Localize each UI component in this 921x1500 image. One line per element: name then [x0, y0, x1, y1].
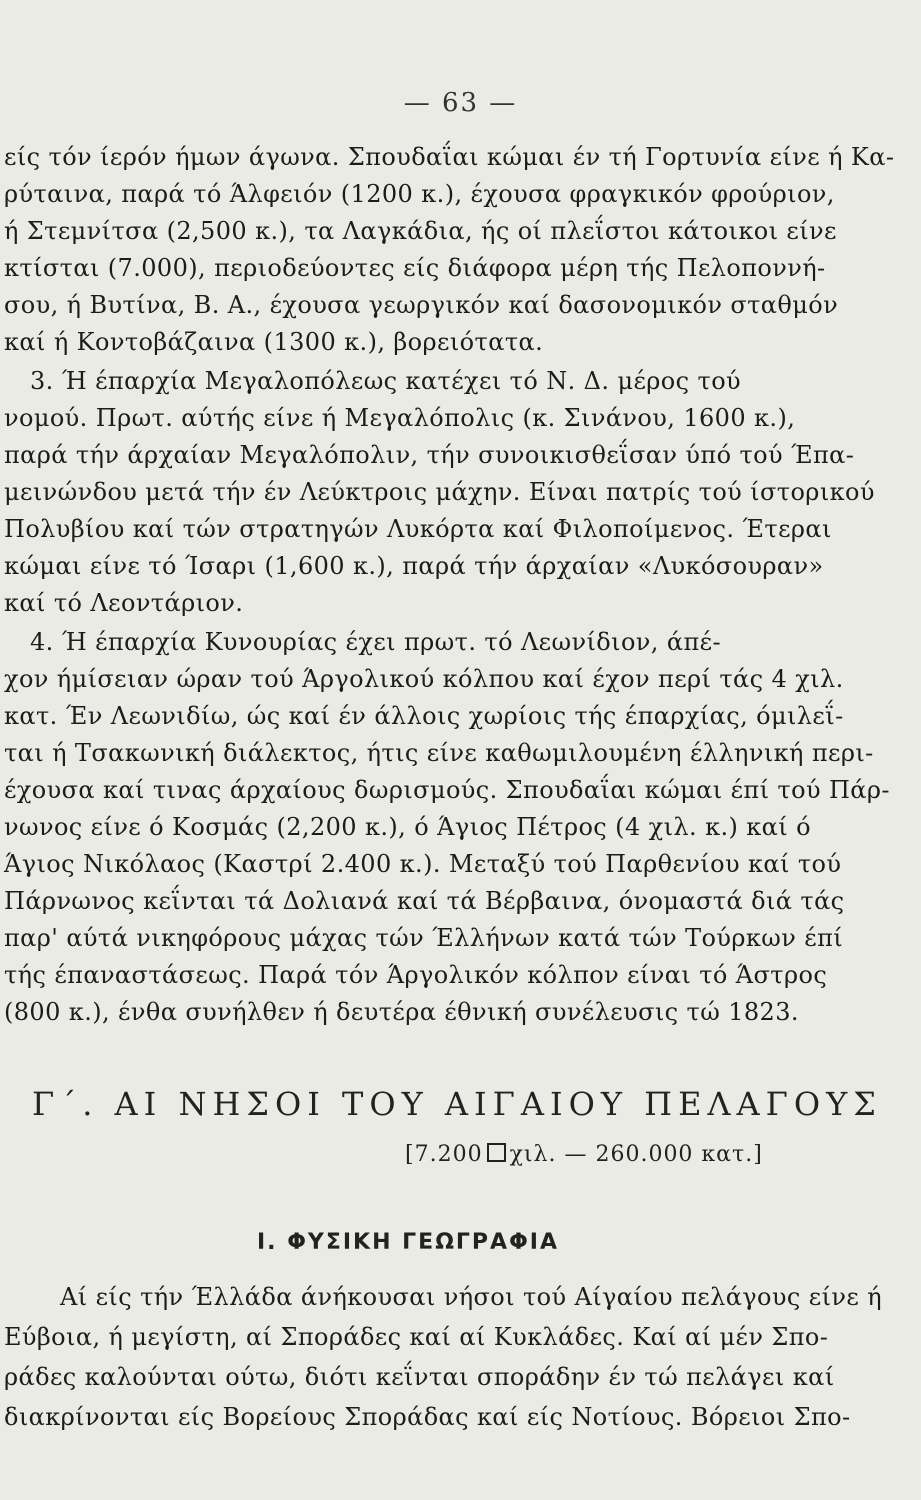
- text-line: Άγιος Νικόλαος (Καστρί 2.400 κ.). Μεταξύ τού Παρθενίου καί τού: [4, 850, 842, 878]
- subheading-population: χιλ. — 260.000 κατ.]: [509, 1142, 763, 1167]
- text-line: ράδες καλούνται ούτω, διότι κεΐνται σποράδην έν τώ πελάγει καί: [4, 1363, 835, 1391]
- section-title: Ι. ΦΥΣΙΚΗ ΓΕΩΓΡΑΦΙΑ: [257, 1230, 559, 1255]
- text-line: νομού. Πρωτ. αύτής είνε ή Μεγαλόπολις (κ. Σινάνου, 1600 κ.),: [4, 404, 796, 432]
- square-symbol-icon: [487, 1143, 506, 1162]
- text-line: είς τόν ίερόν ήμων άγωνα. Σπουδαΐαι κώμαι έν τή Γορτυνία είνε ή Κα-: [4, 143, 895, 171]
- text-line: Πάρνωνος κεΐνται τά Δολιανά καί τά Βέρβαινα, όνομαστά διά τάς: [4, 887, 845, 915]
- text-line: Αί είς τήν Έλλάδα άνήκουσαι νήσοι τού Αίγαίου πελάγους είνε ή: [60, 1283, 883, 1311]
- text-line: καί ή Κοντοβάζαινα (1300 κ.), βορειότατα.: [4, 328, 544, 356]
- text-line: ται ή Τσακωνική διάλεκτος, ήτις είνε καθωμιλουμένη έλληνική περι-: [4, 739, 874, 767]
- text-line: Εύβοια, ή μεγίστη, αί Σποράδες καί αί Κυκλάδες. Καί αί μέν Σπο-: [4, 1323, 829, 1351]
- text-line: καί τό Λεοντάριον.: [4, 589, 244, 617]
- text-line: μεινώνδου μετά τήν έν Λεύκτροις μάχην. Είναι πατρίς τού ίστορικού: [4, 478, 875, 506]
- page-number: — 63 —: [403, 88, 518, 118]
- text-line: (800 κ.), ένθα συνήλθεν ή δευτέρα έθνική συνέλευσις τώ 1823.: [4, 998, 799, 1026]
- text-line: ή Στεμνίτσα (2,500 κ.), τα Λαγκάδια, ής οί πλεΐστοι κάτοικοι είνε: [4, 217, 837, 245]
- text-line: κώμαι είνε τό Ίσαρι (1,600 κ.), παρά τήν άρχαίαν «Λυκόσουραν»: [4, 552, 824, 580]
- text-line: ρύταινα, παρά τό Άλφειόν (1200 κ.), έχουσα φραγκικόν φρούριον,: [4, 180, 835, 208]
- text-line: νωνος είνε ό Κοσμάς (2,200 κ.), ό Άγιος Πέτρος (4 χιλ. κ.) καί ό: [4, 813, 811, 841]
- text-line: έχουσα καί τινας άρχαίους δωρισμούς. Σπουδαΐαι κώμαι έπί τού Πάρ-: [4, 776, 890, 804]
- chapter-heading: Γ΄. ΑΙ ΝΗΣΟΙ ΤΟΥ ΑΙΓΑΙΟΥ ΠΕΛΑΓΟΥΣ: [32, 1085, 882, 1123]
- text-line: τής έπαναστάσεως. Παρά τόν Άργολικόν κόλπον είναι τό Άστρος: [4, 961, 828, 989]
- text-line: χον ήμίσειαν ώραν τού Άργολικού κόλπου καί έχον περί τάς 4 χιλ.: [4, 665, 844, 693]
- text-line: παρ' αύτά νικηφόρους μάχας τών Έλλήνων κατά τών Τούρκων έπί: [4, 924, 844, 952]
- text-line: σου, ή Βυτίνα, Β. Α., έχουσα γεωργικόν καί δασονομικόν σταθμόν: [4, 291, 839, 319]
- chapter-subheading: [405, 1142, 763, 1167]
- text-line: 4. Ή έπαρχία Κυνουρίας έχει πρωτ. τό Λεωνίδιον, άπέ-: [30, 628, 721, 656]
- text-line: 3. Ή έπαρχία Μεγαλοπόλεως κατέχει τό Ν. Δ. μέρος τού: [30, 367, 742, 395]
- subheading-area: [7.200: [405, 1142, 483, 1167]
- text-line: διακρίνονται είς Βορείους Σποράδας καί είς Νοτίους. Βόρειοι Σπο-: [4, 1403, 851, 1431]
- text-line: κατ. Έν Λεωνιδίω, ώς καί έν άλλοις χωρίοις τής έπαρχίας, όμιλεΐ-: [4, 702, 844, 730]
- text-line: παρά τήν άρχαίαν Μεγαλόπολιν, τήν συνοικισθεΐσαν ύπό τού Έπα-: [4, 441, 855, 469]
- text-line: Πολυβίου καί τών στρατηγών Λυκόρτα καί Φιλοποίμενος. Έτεραι: [4, 515, 832, 543]
- text-line: κτίσται (7.000), περιοδεύοντες είς διάφορα μέρη τής Πελοποννή-: [4, 254, 826, 282]
